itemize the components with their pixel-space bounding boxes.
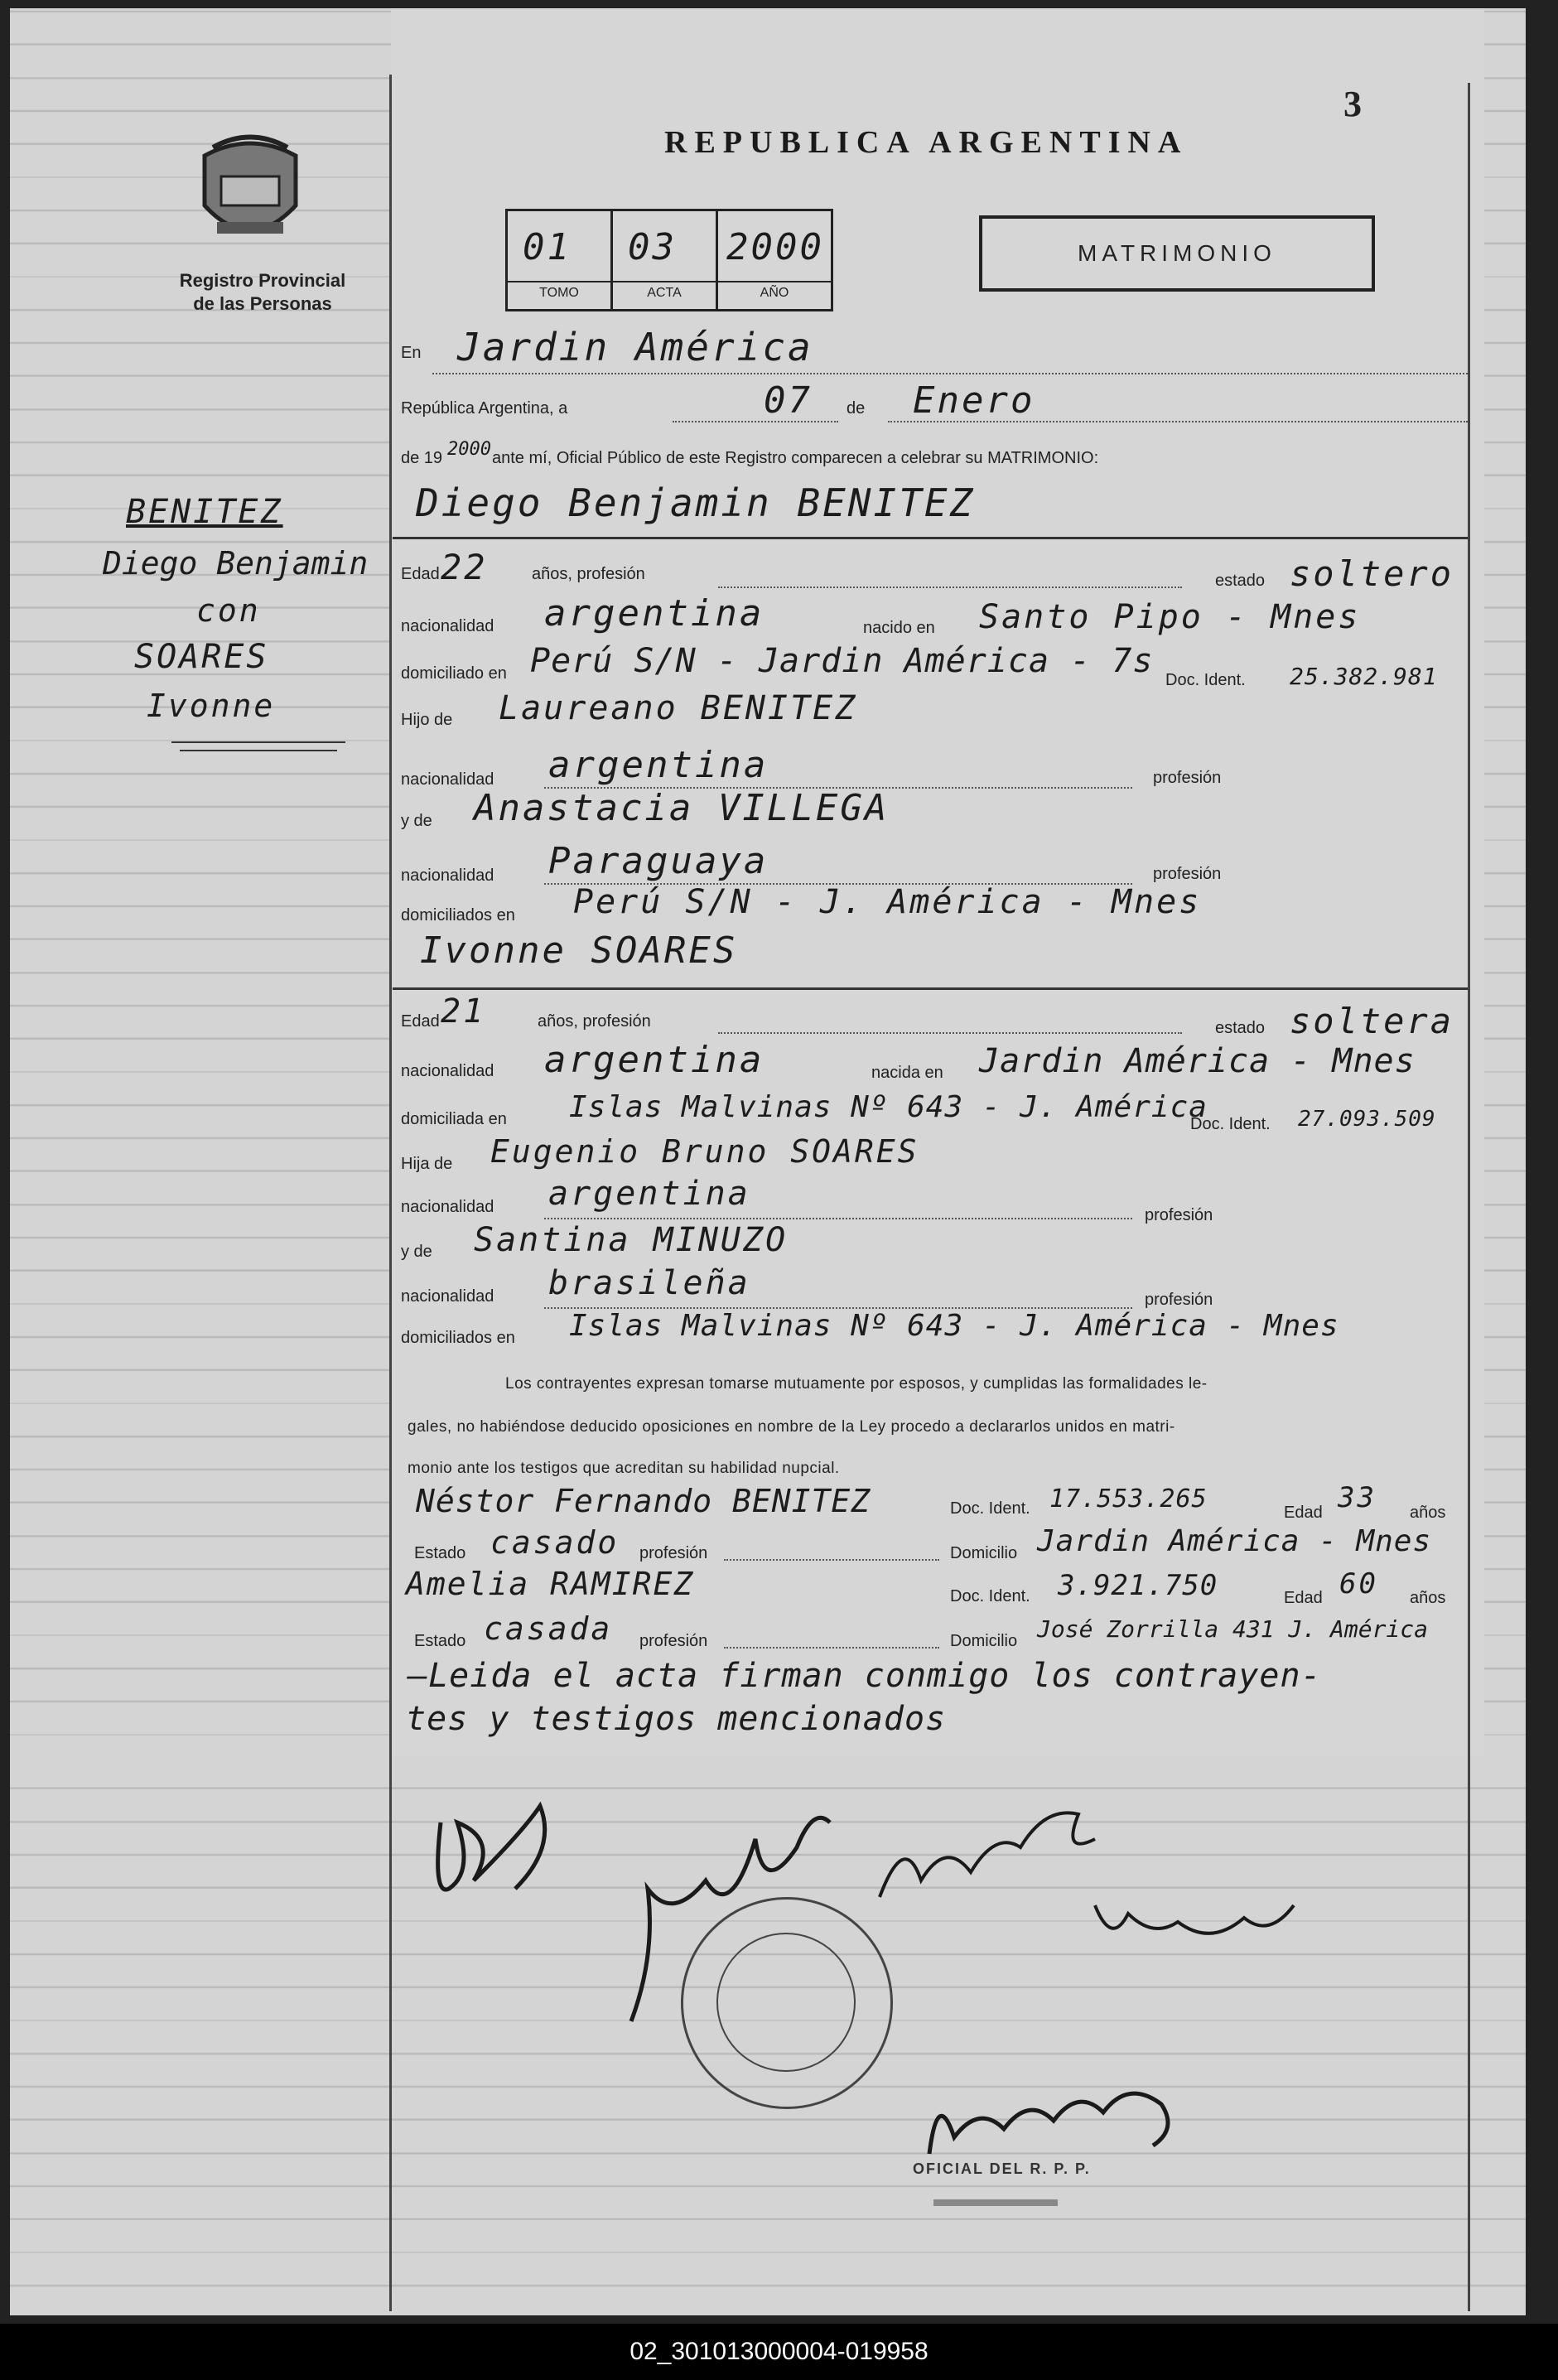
bride-padre-nac-line [544, 1218, 1132, 1219]
de19-label: de 19 [401, 449, 443, 467]
page-number: 3 [1343, 84, 1362, 124]
bride-edad-label: Edad [401, 1012, 440, 1031]
de-label: de [847, 399, 866, 418]
witness2-domicilio: José Zorrilla 431 J. América [1037, 1615, 1429, 1643]
groom-estado: soltero [1290, 553, 1454, 594]
bride-nacida-label: nacida en [871, 1064, 943, 1082]
witness1-estado-label: Estado [414, 1544, 466, 1562]
witness2-edad-label: Edad [1284, 1589, 1323, 1607]
groom-edad: 22 [441, 547, 488, 587]
witness1-profesion-label: profesión [639, 1544, 708, 1562]
margin-con: con [196, 592, 261, 629]
official-seal [681, 1897, 893, 2109]
witness2-anios-label: años [1410, 1589, 1446, 1607]
bride-padre: Eugenio Bruno SOARES [490, 1133, 919, 1170]
bride-nacionalidad: argentina [544, 1039, 765, 1081]
acta-value: 03 [628, 226, 677, 268]
groom-name-rule [393, 537, 1468, 539]
official-seal-inner [716, 1933, 856, 2072]
groom-madre: Anastacia VILLEGA [474, 787, 890, 829]
declaration-line1: Los contrayentes expresan tomarse mutuamente por esposos, y cumplidas las formalidades le- [505, 1375, 1208, 1393]
anio-cell [718, 211, 831, 309]
groom-profesion-line [718, 587, 1182, 588]
officer-stamp: OFICIAL DEL R. P. P. [913, 2160, 1091, 2177]
bride-padre-nac: argentina [548, 1175, 750, 1213]
groom-padre-prof-label: profesión [1153, 769, 1222, 787]
groom-madre-nac: Paraguaya [548, 840, 769, 882]
officer-stamp-line2 [933, 2199, 1058, 2206]
registry-name-line2: de las Personas [193, 293, 332, 314]
witness1-doc: 17.553.265 [1049, 1484, 1208, 1513]
tomo-label: TOMO [508, 281, 610, 301]
witness1-domicilio-label: Domicilio [950, 1544, 1018, 1562]
record-type-box [979, 215, 1375, 292]
witness2-profesion-line [724, 1647, 939, 1649]
day: 07 [764, 379, 813, 422]
bride-estado-label: estado [1215, 1019, 1266, 1037]
witness1-profesion-line [724, 1559, 939, 1561]
groom-madre-prof-label: profesión [1153, 865, 1222, 883]
anio-value: 2000 [726, 226, 824, 268]
groom-name: Diego Benjamin BENITEZ [416, 480, 976, 525]
acta-cell [613, 211, 718, 309]
margin-surname-bride: SOARES [134, 638, 269, 676]
witness1-estado: casado [490, 1524, 620, 1561]
place: Jardin América [457, 325, 813, 369]
bride-dom-label: domiciliada en [401, 1110, 507, 1128]
groom-madre-nac-label: nacionalidad [401, 867, 494, 885]
bride-domicilio: Islas Malvinas Nº 643 - J. América [569, 1090, 1208, 1124]
groom-estado-label: estado [1215, 572, 1266, 590]
coat-of-arms-icon [188, 131, 312, 255]
month: Enero [913, 379, 1035, 422]
groom-nacionalidad: argentina [544, 592, 765, 635]
margin-surname-groom: BENITEZ [126, 493, 283, 531]
groom-padres-dom: Perú S/N - J. América - Mnes [573, 883, 1202, 921]
groom-padre: Laureano BENITEZ [499, 689, 858, 727]
record-number-box [505, 209, 833, 311]
groom-domicilio: Perú S/N - Jardin América - 7s [530, 642, 1154, 680]
declaration-line3: monio ante los testigos que acreditan su habilidad nupcial. [408, 1460, 840, 1477]
bride-padre-nac-label: nacionalidad [401, 1198, 494, 1216]
groom-nacido: Santo Pipo - Mnes [979, 598, 1361, 636]
bride-edad: 21 [441, 992, 486, 1031]
bride-anios-profesion: años, profesión [538, 1012, 651, 1031]
bride-nac-label: nacionalidad [401, 1062, 494, 1080]
tomo-cell [508, 211, 613, 309]
witness2-edad: 60 [1339, 1567, 1378, 1600]
margin-underline-2 [180, 750, 337, 751]
republica-label: República Argentina, a [401, 399, 568, 418]
year-handwritten: 2000 [447, 439, 491, 460]
closing-line1: —Leida el acta firman conmigo los contrayen- [408, 1657, 1322, 1695]
document-page [10, 8, 1526, 2315]
groom-padre-nac-label: nacionalidad [401, 770, 494, 789]
right-margin-rule [1468, 83, 1470, 2311]
margin-underline [171, 741, 345, 743]
tomo-value: 01 [523, 226, 572, 268]
bride-nacida: Jardin América - Mnes [979, 1042, 1416, 1080]
registry-name-line1: Registro Provincial [179, 270, 346, 291]
witness2-signature [871, 1781, 1112, 1914]
left-column-rule [389, 75, 392, 2311]
groom-padre-nac: argentina [548, 744, 769, 786]
anio-label: AÑO [718, 281, 831, 301]
groom-hijo-label: Hijo de [401, 711, 453, 729]
groom-nac-label: nacionalidad [401, 617, 494, 635]
witness2-estado-label: Estado [414, 1632, 466, 1650]
acta-label: ACTA [613, 281, 716, 301]
bride-madre-nac: brasileña [548, 1264, 750, 1302]
bride-madre: Santina MINUZO [474, 1221, 789, 1259]
footer-document-id: 02_301013000004-019958 [0, 2324, 1558, 2380]
place-line [432, 373, 1468, 374]
month-line [888, 421, 1468, 422]
bride-madre-prof-label: profesión [1145, 1291, 1213, 1309]
bride-hija-label: Hija de [401, 1155, 453, 1173]
groom-edad-label: Edad [401, 565, 440, 583]
bride-madre-nac-label: nacionalidad [401, 1287, 494, 1306]
witness1-signature [1087, 1880, 1302, 1963]
witness1-edad: 33 [1338, 1481, 1377, 1514]
witness1-doc-label: Doc. Ident. [950, 1499, 1030, 1518]
bride-padres-dom-label: domiciliados en [401, 1329, 515, 1347]
witness1-anios-label: años [1410, 1504, 1446, 1522]
bride-profesion-line [718, 1032, 1182, 1034]
bride-name-rule [393, 987, 1468, 990]
officer-signature [913, 2054, 1194, 2170]
witness2-domicilio-label: Domicilio [950, 1632, 1018, 1650]
groom-doc-label: Doc. Ident. [1165, 671, 1246, 689]
groom-padres-dom-label: domiciliados en [401, 906, 515, 924]
witness1-edad-label: Edad [1284, 1504, 1323, 1522]
groom-dom-label: domiciliado en [401, 664, 507, 683]
groom-signature [424, 1773, 590, 1905]
groom-nacido-label: nacido en [863, 619, 935, 637]
bride-y-de-label: y de [401, 1243, 432, 1261]
witness2-name: Amelia RAMIREZ [406, 1566, 695, 1602]
bride-name: Ivonne SOARES [420, 929, 738, 972]
en-label: En [401, 344, 422, 362]
witness2-doc: 3.921.750 [1058, 1569, 1218, 1602]
bride-doc: 27.093.509 [1298, 1107, 1436, 1132]
groom-doc: 25.382.981 [1290, 663, 1438, 690]
record-type: MATRIMONIO [1078, 240, 1276, 266]
bride-padres-dom: Islas Malvinas Nº 643 - J. América - Mnes [569, 1309, 1339, 1343]
margin-name-bride: Ivonne [147, 688, 276, 724]
witness1-domicilio: Jardin América - Mnes [1037, 1524, 1432, 1558]
bride-estado: soltera [1290, 1001, 1454, 1041]
witness1-name: Néstor Fernando BENITEZ [416, 1483, 871, 1519]
witness2-doc-label: Doc. Ident. [950, 1587, 1030, 1605]
witness2-estado: casada [484, 1610, 613, 1647]
ante-text: ante mí, Oficial Público de este Registro comparecen a celebrar su MATRIMONIO: [492, 449, 1099, 467]
margin-name-groom: Diego Benjamin [103, 545, 369, 582]
bride-padre-prof-label: profesión [1145, 1206, 1213, 1224]
closing-line2: tes y testigos mencionados [406, 1700, 947, 1738]
groom-anios-profesion: años, profesión [532, 565, 645, 583]
country-title: REPUBLICA ARGENTINA [664, 125, 1189, 160]
witness2-profesion-label: profesión [639, 1632, 708, 1650]
declaration-line2: gales, no habiéndose deducido oposiciones en nombre de la Ley procedo a declararlos unidos en matri- [408, 1418, 1175, 1436]
day-line [673, 421, 838, 422]
groom-y-de-label: y de [401, 812, 432, 830]
bride-doc-label: Doc. Ident. [1190, 1115, 1271, 1133]
